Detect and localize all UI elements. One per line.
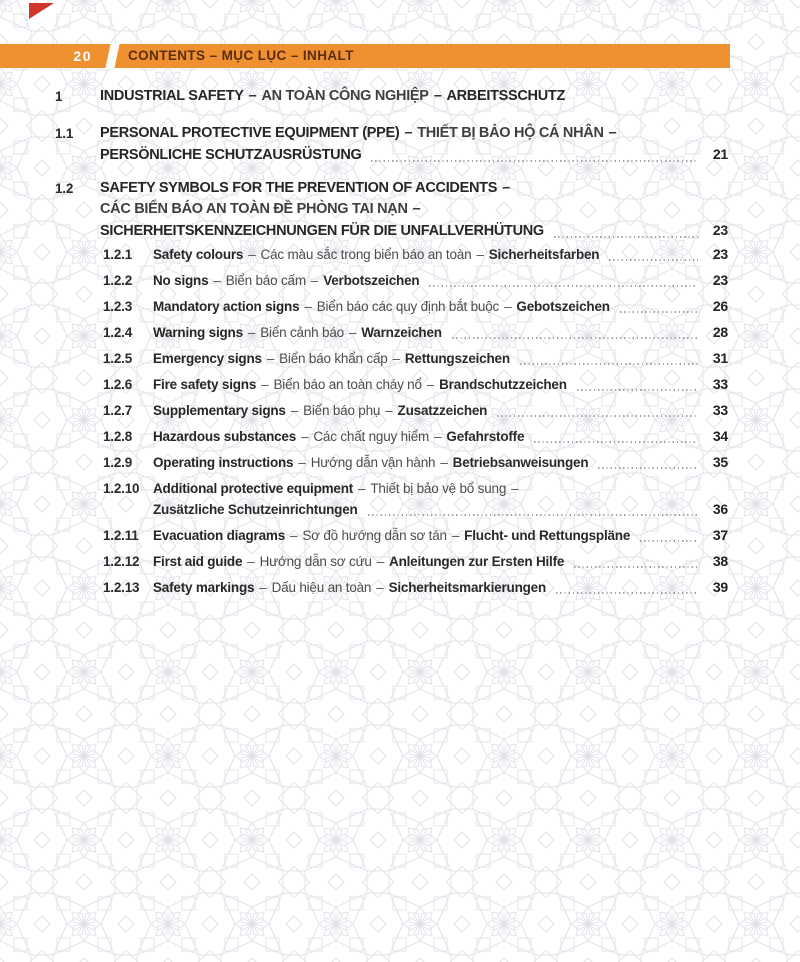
entry-number: 1.2 (55, 181, 74, 196)
dot-leader (520, 363, 698, 365)
dot-leader (554, 236, 698, 238)
dash-separator: – (504, 299, 512, 314)
dash-separator: – (301, 429, 309, 444)
entry-page-number: 23 (712, 222, 728, 238)
entry-vi: Biển báo phụ (303, 403, 381, 418)
entry-de: SICHERHEITSKENNZEICHNUNGEN FÜR DIE UNFALLVERHÜTUNG (100, 223, 544, 239)
dash-separator: – (376, 554, 385, 569)
dot-leader (371, 160, 698, 162)
entry-en: Hazardous substances (153, 429, 297, 444)
entry-number: 1.2.6 (103, 377, 133, 392)
dash-separator: – (248, 88, 257, 104)
toc-entry-1-2-7 (103, 400, 728, 421)
dot-leader (556, 592, 698, 594)
entry-number: 1.2.3 (103, 299, 133, 314)
entry-page-number: 38 (712, 553, 728, 569)
entry-en: Additional protective equipment (153, 481, 354, 496)
dash-separator: – (426, 377, 435, 392)
entry-page-number: 34 (712, 428, 728, 444)
entry-page-number: 37 (712, 527, 728, 543)
dash-separator: – (290, 528, 298, 543)
page-number-tab: 20 (73, 48, 92, 64)
toc-entry-1-2-10 (103, 478, 728, 520)
entry-vi: Biển báo cấm (225, 273, 306, 288)
entry-page-number: 39 (712, 579, 728, 595)
dash-separator: – (404, 125, 413, 141)
entry-vi: Biển báo khẩn cấp (279, 351, 388, 366)
dot-leader (534, 441, 698, 443)
entry-de: PERSÖNLICHE SCHUTZAUSRÜSTUNG (100, 147, 362, 163)
entry-page-number: 21 (712, 146, 728, 162)
entry-vi: Biển báo các quy định bắt buộc (316, 299, 500, 314)
entry-en: Evacuation diagrams (153, 528, 285, 543)
dash-separator: – (290, 403, 299, 418)
toc-entry-1-2-4 (103, 322, 728, 343)
dash-separator: – (213, 273, 221, 288)
entry-de: Sicherheitsmarkierungen (388, 580, 547, 595)
entry-en: INDUSTRIAL SAFETY (100, 88, 244, 104)
toc-entry-1-2-2 (103, 270, 728, 291)
toc-entry-1-2-8 (103, 426, 728, 447)
entry-number: 1.1 (55, 126, 74, 141)
dot-leader (620, 311, 698, 313)
entry-en: PERSONAL PROTECTIVE EQUIPMENT (PPE) (100, 125, 400, 141)
toc-entry-1-2-13 (103, 577, 728, 598)
entry-page-number: 23 (712, 272, 728, 288)
entry-en: Emergency signs (153, 351, 262, 366)
toc-entry-1-2-3 (103, 296, 728, 317)
dash-separator: – (298, 455, 306, 470)
toc-entry-1 (55, 86, 728, 107)
entry-number: 1.2.9 (103, 455, 133, 470)
header-bar-divider (105, 43, 120, 69)
entry-en: Mandatory action signs (153, 299, 300, 314)
dot-leader (497, 415, 698, 417)
dash-separator: – (248, 247, 256, 262)
toc-entry-1-2-11 (103, 525, 728, 546)
entry-page-number: 36 (712, 501, 728, 517)
entry-vi: AN TOÀN CÔNG NGHIỆP (261, 88, 429, 104)
dash-separator: – (259, 580, 267, 595)
table-of-contents (55, 86, 728, 603)
entry-vi: Thiết bị bảo vệ bổ sung (370, 481, 507, 496)
entry-de: Brandschutzzeichen (439, 377, 567, 392)
entry-de: Warnzeichen (361, 325, 442, 340)
header-bar (0, 44, 730, 68)
entry-de: ARBEITSSCHUTZ (446, 88, 565, 104)
entry-page-number: 33 (712, 402, 728, 418)
dash-separator: – (433, 88, 442, 104)
dash-separator: – (412, 201, 421, 217)
dash-separator: – (261, 377, 269, 392)
entry-page-number: 31 (712, 350, 728, 366)
dot-leader (609, 259, 698, 261)
entry-en: SAFETY SYMBOLS FOR THE PREVENTION OF ACCIDENTS (100, 180, 498, 196)
dot-leader (574, 566, 698, 568)
entry-vi: Biển cảnh báo (260, 325, 344, 340)
dot-leader (577, 389, 698, 391)
entry-en: No signs (153, 273, 209, 288)
entry-de: Betriebsanweisungen (452, 455, 589, 470)
entry-en: Safety colours (153, 247, 244, 262)
entry-en: First aid guide (153, 554, 243, 569)
entry-vi: Hướng dẫn vận hành (310, 455, 436, 470)
dash-separator: – (348, 325, 357, 340)
entry-number: 1.2.8 (103, 429, 133, 444)
dash-separator: – (434, 429, 442, 444)
entry-number: 1.2.10 (103, 481, 140, 496)
entry-number: 1.2.1 (103, 247, 133, 262)
entry-number: 1.2.2 (103, 273, 133, 288)
entry-de: Sicherheitsfarben (488, 247, 600, 262)
toc-entry-1-2-6 (103, 374, 728, 395)
dash-separator: – (511, 481, 519, 496)
dash-separator: – (608, 125, 617, 141)
entry-de: Verbotszeichen (323, 273, 420, 288)
entry-en: Safety markings (153, 580, 255, 595)
dot-leader (429, 285, 698, 287)
dot-leader (598, 467, 698, 469)
entry-de: Gebotszeichen (516, 299, 610, 314)
entry-number: 1.2.12 (103, 554, 140, 569)
entry-number: 1.2.13 (103, 580, 140, 595)
dot-leader (640, 540, 698, 542)
entry-de: Rettungszeichen (404, 351, 510, 366)
entry-number: 1.2.11 (103, 528, 139, 543)
dash-separator: – (358, 481, 366, 496)
entry-de: Anleitungen zur Ersten Hilfe (389, 554, 565, 569)
entry-page-number: 33 (712, 376, 728, 392)
entry-number: 1.2.5 (103, 351, 133, 366)
dash-separator: – (392, 351, 400, 366)
entry-vi: Sơ đồ hướng dẫn sơ tán (302, 528, 447, 543)
entry-vi: Các màu sắc trong biển báo an toàn (260, 247, 472, 262)
toc-entry-1-2-5 (103, 348, 728, 369)
entry-en: Operating instructions (153, 455, 294, 470)
red-corner-mark (29, 3, 54, 19)
entry-page-number: 35 (712, 454, 728, 470)
toc-entry-1-2-1 (103, 244, 728, 265)
entry-de: Zusatzzeichen (397, 403, 488, 418)
dot-leader (368, 514, 698, 516)
entry-en: Fire safety signs (153, 377, 257, 392)
entry-vi: Hướng dẫn sơ cứu (259, 554, 372, 569)
entry-page-number: 28 (712, 324, 728, 340)
entry-vi: THIẾT BỊ BẢO HỘ CÁ NHÂN (417, 125, 604, 141)
entry-en: Supplementary signs (153, 403, 286, 418)
dash-separator: – (247, 325, 256, 340)
dash-separator: – (247, 554, 255, 569)
dash-separator: – (440, 455, 448, 470)
dash-separator: – (502, 180, 510, 196)
dash-separator: – (304, 299, 312, 314)
dash-separator: – (385, 403, 393, 418)
entry-de: Gefahrstoffe (446, 429, 525, 444)
entry-vi: CÁC BIỂN BÁO AN TOÀN ĐỀ PHÒNG TAI NẠN (100, 201, 408, 217)
entry-vi: Dấu hiệu an toàn (271, 580, 372, 595)
dash-separator: – (476, 247, 484, 262)
dash-separator: – (266, 351, 275, 366)
entry-page-number: 26 (712, 298, 728, 314)
entry-number: 1 (55, 89, 63, 104)
dash-separator: – (376, 580, 384, 595)
toc-entry-1-2-12 (103, 551, 728, 572)
entry-de: Zusätzliche Schutzeinrichtungen (153, 502, 358, 517)
contents-title: CONTENTS – MỤC LỤC – INHALT (128, 48, 354, 63)
entry-vi: Biển báo an toàn cháy nổ (273, 377, 422, 392)
dash-separator: – (310, 273, 319, 288)
entry-de: Flucht- und Rettungspläne (464, 528, 631, 543)
entry-vi: Các chất nguy hiểm (313, 429, 430, 444)
entry-page-number: 23 (712, 246, 728, 262)
toc-entry-1-2 (55, 178, 728, 242)
dot-leader (452, 337, 698, 339)
toc-entry-1-1 (55, 123, 728, 166)
entry-number: 1.2.4 (103, 325, 133, 340)
toc-entry-1-2-9 (103, 452, 728, 473)
entry-number: 1.2.7 (103, 403, 133, 418)
entry-en: Warning signs (153, 325, 243, 340)
dash-separator: – (451, 528, 460, 543)
